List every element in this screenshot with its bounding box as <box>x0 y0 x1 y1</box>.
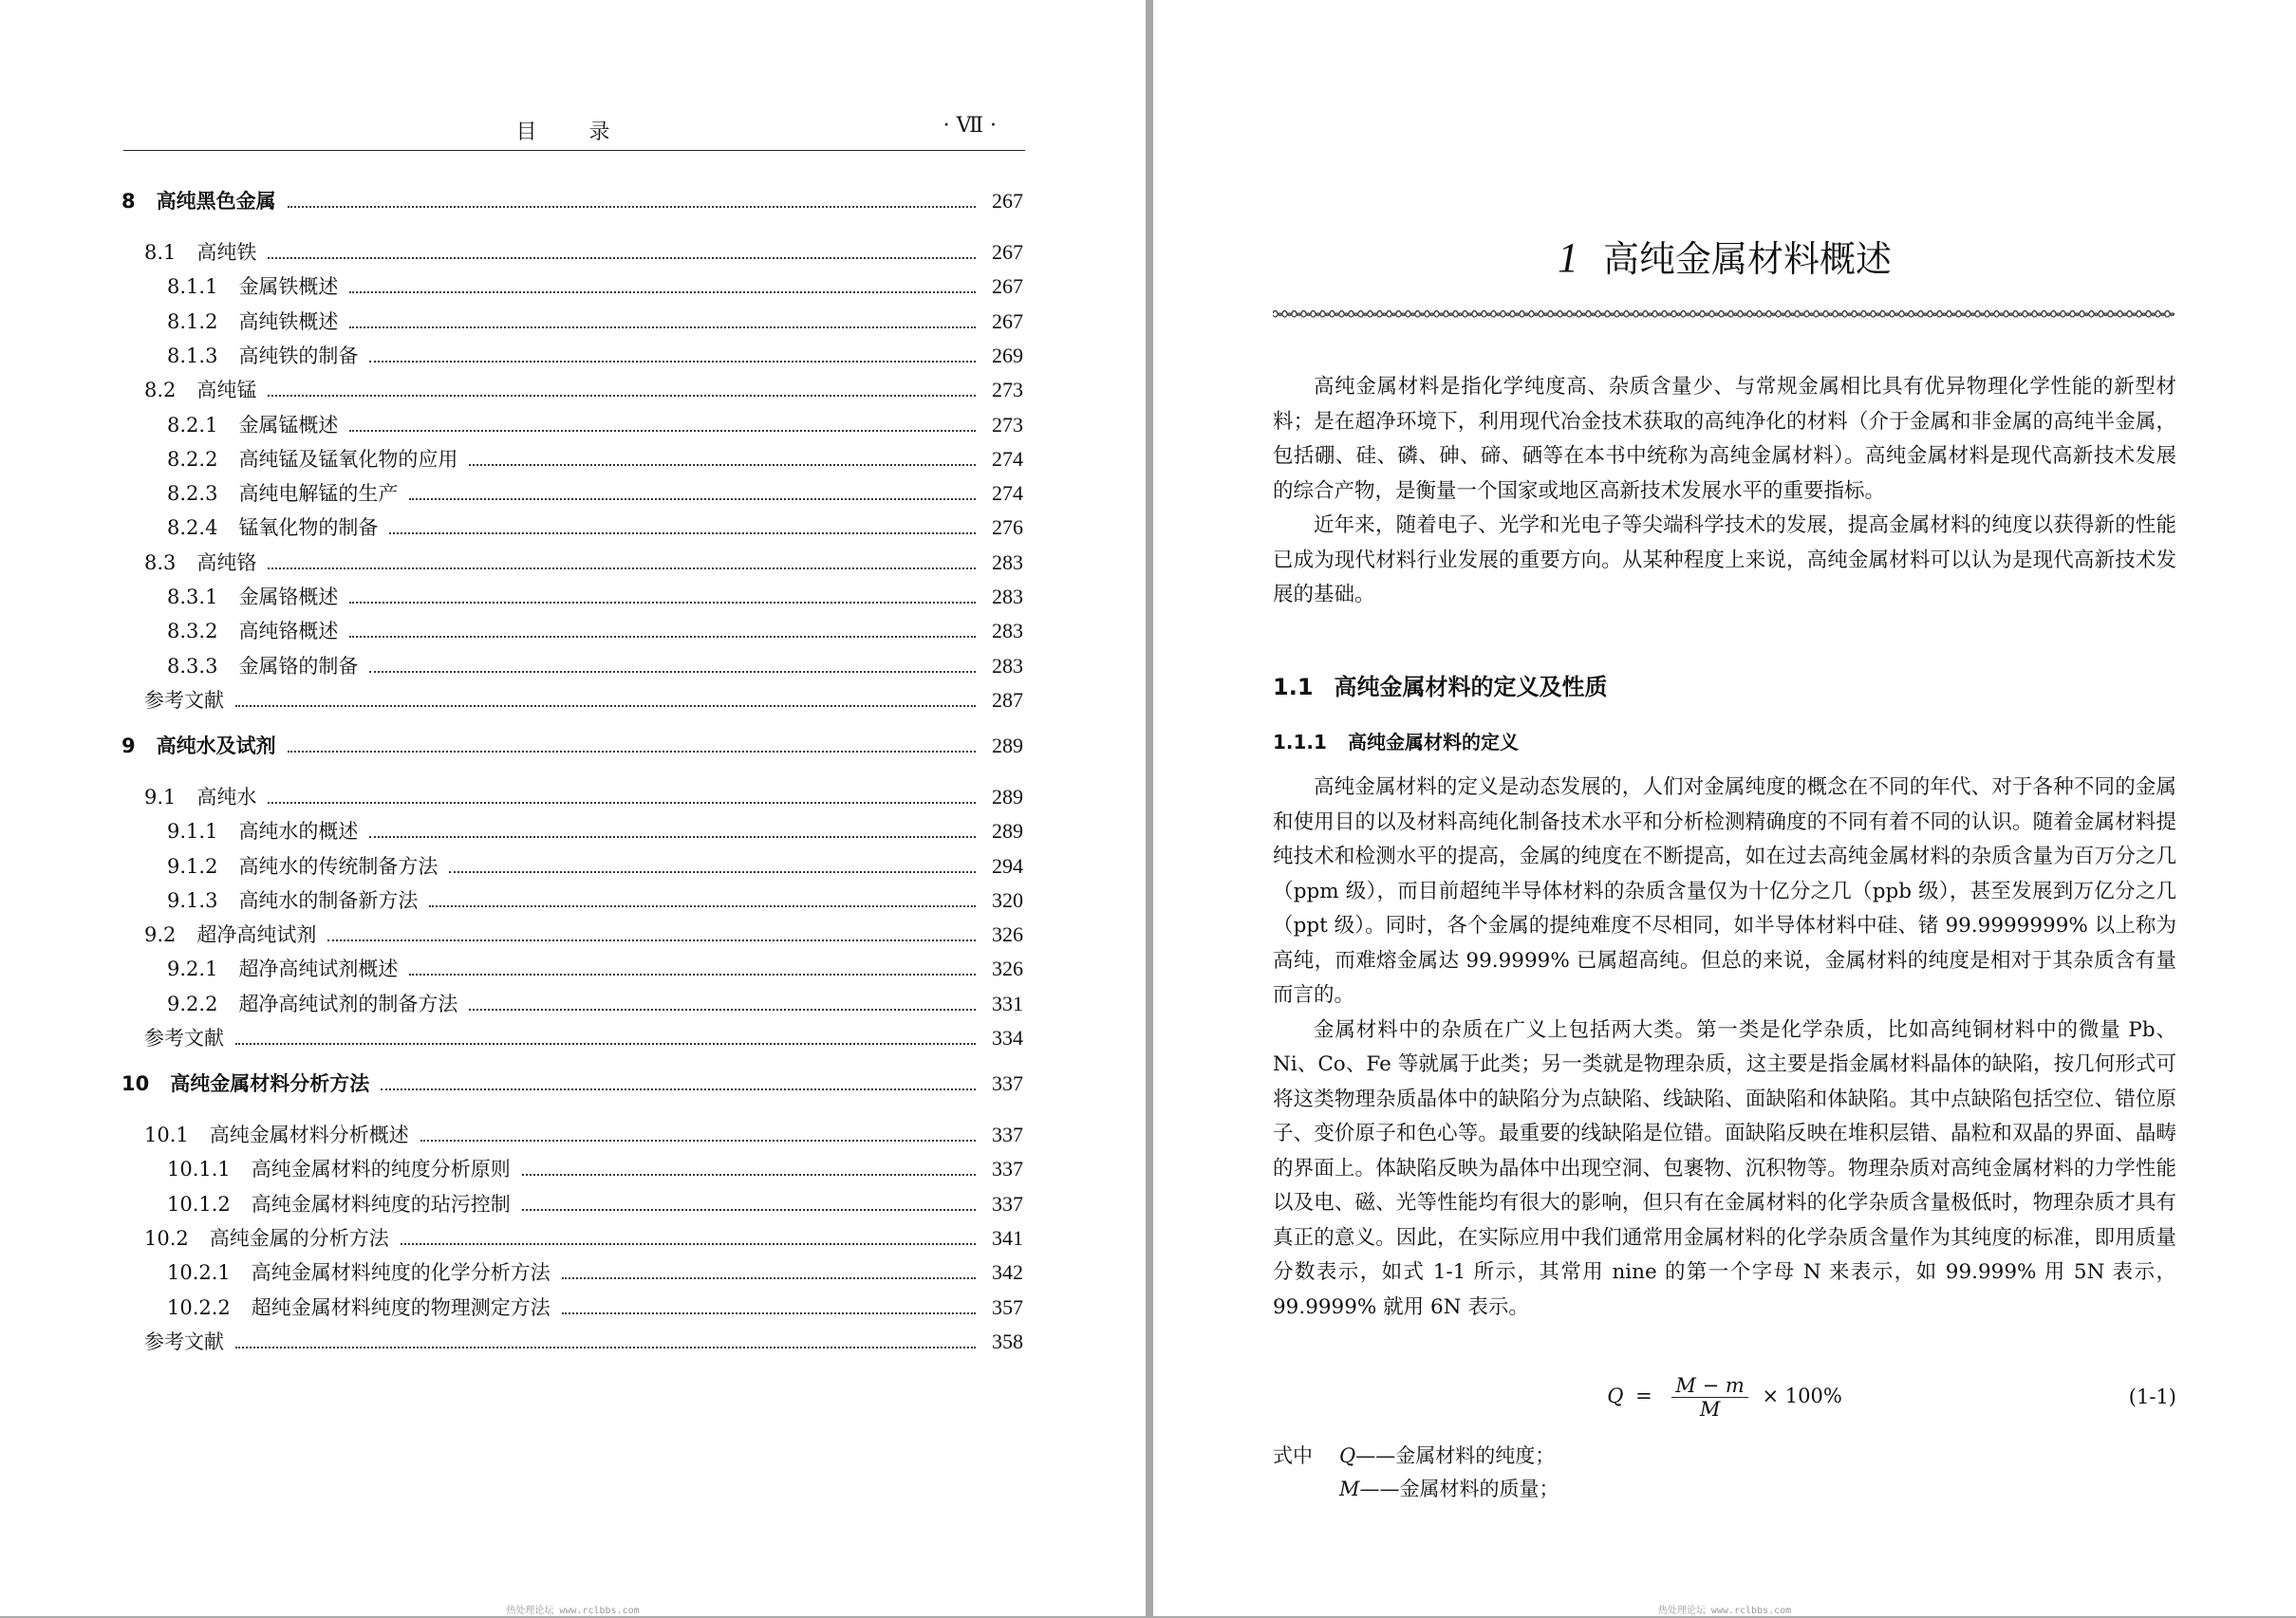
toc-title: 高纯黑色金属 <box>156 190 276 213</box>
toc-leader-dots <box>429 904 976 907</box>
toc-page-number: 289 <box>992 819 1023 844</box>
where-symbol: Q <box>1339 1444 1356 1467</box>
toc-leader-dots <box>349 601 976 604</box>
toc-leader-dots <box>268 567 976 569</box>
toc-leader-dots <box>349 635 976 638</box>
page-footer: 热处理论坛 www.rclbbs.com <box>506 1606 640 1616</box>
toc-page-number: 289 <box>992 784 1023 809</box>
toc-leader-dots <box>369 360 976 363</box>
toc-number: 10.1.1 <box>167 1158 231 1181</box>
toc-section-entry <box>121 1223 1023 1252</box>
section-number: 1.1 <box>1273 674 1314 700</box>
toc-number: 10.1.2 <box>167 1192 231 1216</box>
subsection-number: 1.1.1 <box>1273 731 1327 753</box>
page-number: · Ⅶ · <box>943 114 997 138</box>
toc-subsection-entry <box>121 478 1023 507</box>
toc-page-number: 337 <box>992 1157 1023 1181</box>
toc-subsection-entry <box>121 651 1023 679</box>
toc-title: 高纯金属材料纯度的化学分析方法 <box>251 1261 551 1285</box>
subsection-title: 高纯金属材料的定义 <box>1347 731 1519 753</box>
formula-equals: = <box>1635 1385 1652 1407</box>
toc-title: 高纯水的传统制备方法 <box>238 854 439 878</box>
toc-subsection-entry <box>121 954 1023 982</box>
toc-page-number: 273 <box>992 412 1023 437</box>
paragraph: 高纯金属材料的定义是动态发展的，人们对金属纯度的概念在不同的年代、对于各种不同的金属和使用目的以及材料高纯化制备技术水平和分析检测精确度的不同有着不同的认识。随着金属材料提纯技术和检测水平的提高，金属的纯度在不断提高，如在过去高纯金属材料的杂质含量为百万分之几（ppm 级），而目前超纯半导体材料的杂质含量仅为十亿分之几（ppb 级），甚至发展到万亿分之几（ppt 级）。同时，各个金属的提纯难度不尽相同，如半导体材料中硅、锗 99.9999999% 以上称为高纯，而难熔金属达 99.9999% 已属超高纯。但总的来说，金属材料的纯度是相对于其杂质含有量而言的。 <box>1273 775 2176 1007</box>
toc-number: 8.1.3 <box>167 344 218 367</box>
equation-1-1 <box>1273 1374 2176 1431</box>
toc-number: 8.1.2 <box>167 309 218 333</box>
toc-title: 高纯铁的制备 <box>238 344 359 367</box>
toc-title: 高纯水及试剂 <box>156 734 276 757</box>
body-text <box>1273 771 2176 1325</box>
right-page <box>1153 0 2296 1616</box>
formula-denominator: M <box>1699 1398 1721 1421</box>
toc-page-number: 283 <box>992 619 1023 643</box>
toc-number: 8.2.1 <box>167 413 218 437</box>
formula-lhs: Q <box>1607 1385 1624 1407</box>
toc-title: 高纯水的制备新方法 <box>238 888 419 912</box>
toc-subsection-entry <box>121 512 1023 541</box>
toc-number: 8.3.2 <box>167 620 218 643</box>
toc-leader-dots <box>349 290 976 293</box>
toc-subsection-entry <box>121 1293 1023 1321</box>
toc-title: 参考文献 <box>144 1027 224 1050</box>
toc-number: 8.2 <box>144 379 177 402</box>
where-prefix: 式中 <box>1273 1444 1313 1467</box>
toc-chapter-entry <box>121 1069 1023 1097</box>
page-footer: 热处理论坛 www.rclbbs.com <box>1657 1606 1792 1616</box>
toc-leader-dots <box>409 973 976 976</box>
toc-leader-dots <box>268 801 976 804</box>
section-heading <box>1273 668 1608 701</box>
where-line-m <box>1273 1474 1559 1502</box>
toc-page-number: 267 <box>992 240 1023 264</box>
toc-leader-dots <box>268 394 976 397</box>
toc-leader-dots <box>562 1276 976 1279</box>
toc-title: 高纯锰 <box>196 379 257 402</box>
toc-section-entry <box>121 1023 1023 1051</box>
toc-subsection-entry <box>121 582 1023 610</box>
toc-page-number: 342 <box>992 1260 1023 1285</box>
toc-number: 10.2.2 <box>167 1295 231 1319</box>
toc-section-entry <box>121 685 1023 714</box>
chapter-heading <box>1153 230 2296 282</box>
chapter-number: 1 <box>1557 234 1578 281</box>
toc-subsection-entry <box>121 271 1023 300</box>
toc-number: 9 <box>121 734 136 757</box>
intro-text <box>1273 370 2176 613</box>
toc-page-number: 326 <box>992 922 1023 947</box>
toc-page-number: 358 <box>992 1329 1023 1353</box>
toc-leader-dots <box>268 256 976 259</box>
where-symbol: M <box>1339 1478 1360 1500</box>
toc-number: 9.1.1 <box>167 820 218 844</box>
toc-title: 超净高纯试剂概述 <box>238 958 399 981</box>
toc-section-entry <box>121 375 1023 403</box>
toc-title: 高纯金属材料分析方法 <box>170 1072 370 1095</box>
toc-number: 9.1.2 <box>167 854 218 878</box>
toc-number: 8.1.1 <box>167 275 218 299</box>
formula-numerator: M − m <box>1671 1374 1747 1398</box>
toc-number: 8.2.4 <box>167 516 218 540</box>
toc-page-number: 326 <box>992 957 1023 981</box>
toc-title: 参考文献 <box>144 1330 224 1353</box>
toc-page-number: 269 <box>992 343 1023 367</box>
chapter-title: 高纯金属材料概述 <box>1602 238 1892 280</box>
toc-leader-dots <box>288 205 976 208</box>
toc-page-number: 274 <box>992 481 1023 506</box>
toc-number: 8.3 <box>144 550 177 574</box>
toc-page-number: 320 <box>992 887 1023 912</box>
toc-number: 8.3.1 <box>167 586 218 608</box>
toc-number: 9.2 <box>144 923 177 947</box>
toc-leader-dots <box>369 670 976 673</box>
toc-leader-dots <box>449 870 976 873</box>
toc-page-number: 294 <box>992 853 1023 878</box>
toc-page-number: 274 <box>992 446 1023 471</box>
toc-title: 高纯铬概述 <box>238 620 339 643</box>
toc-title: 超纯金属材料纯度的物理测定方法 <box>251 1295 551 1319</box>
toc-number: 8.2.3 <box>167 482 218 506</box>
toc-title: 高纯水的概述 <box>238 820 359 844</box>
toc-page-number: 289 <box>992 733 1023 757</box>
toc-number: 10.2.1 <box>167 1261 231 1285</box>
toc-title: 高纯金属材料的纯度分析原则 <box>251 1158 511 1181</box>
toc-title: 高纯锰及锰氧化物的应用 <box>238 447 458 471</box>
toc-page-number: 287 <box>992 687 1023 712</box>
paragraph: 高纯金属材料是指化学纯度高、杂质含量少、与常规金属相比具有优异物理化学性能的新型材料；是在超净环境下，利用现代冶金技术获取的高纯净化的材料（介于金属和非金属的高纯半金属，包括硼、硅、磷、砷、碲、硒等在本书中统称为高纯金属材料）。高纯金属材料是现代高新技术发展的综合产物，是衡量一个国家或地区高新技术发展水平的重要指标。 <box>1273 375 2176 503</box>
toc-number: 8.3.3 <box>167 654 218 678</box>
toc-title: 金属铁概述 <box>238 275 339 299</box>
paragraph: 金属材料中的杂质在广义上包括两大类。第一类是化学杂质，比如高纯铜材料中的微量 Pb、Ni、Co、Fe 等就属于此类；另一类就是物理杂质，这主要是指金属材料晶体的缺陷，按几何形式可将这类物理杂质晶体中的缺陷分为点缺陷、线缺陷、面缺陷和体缺陷。其中点缺陷包括空位、错位原子、变价原子和色心等。最重要的线缺陷是位错。面缺陷反映在堆积层错、晶粒和双晶的界面、晶畴的界面上。体缺陷反映为晶体中出现空洞、包裹物、沉积物等。物理杂质对高纯金属材料的力学性能以及电、磁、光等性能均有很大的影响，但只有在金属材料的化学杂质含量极低时，物理杂质才具有真正的意义。因此，在实际应用中我们通常用金属材料的化学杂质含量作为其纯度的标准，即用质量分数表示，如式 1-1 所示，其常用 nine 的第一个字母 N 来表示，如 99.999% 用 5N 表示，99.9999% 就用 6N 表示。 <box>1273 1017 2176 1319</box>
toc-leader-dots <box>349 429 976 432</box>
toc-subsection-entry <box>121 616 1023 644</box>
toc-leader-dots <box>522 1208 976 1211</box>
toc-page-number: 267 <box>992 274 1023 299</box>
toc-page-number: 341 <box>992 1225 1023 1250</box>
toc-leader-dots <box>401 1242 976 1245</box>
toc-leader-dots <box>235 1042 976 1045</box>
toc-page-number: 357 <box>992 1294 1023 1319</box>
toc-section-entry <box>121 1327 1023 1355</box>
toc-page-number: 334 <box>992 1026 1023 1050</box>
toc-subsection-entry <box>121 816 1023 845</box>
toc-title: 高纯金属材料分析概述 <box>209 1124 409 1146</box>
toc-chapter-entry <box>121 186 1023 214</box>
toc-leader-dots <box>349 325 976 328</box>
toc-title: 高纯金属材料纯度的玷污控制 <box>251 1192 511 1216</box>
toc-subsection-entry <box>121 851 1023 880</box>
toc-title: 金属铬概述 <box>238 586 339 608</box>
toc-number: 10.1 <box>144 1124 189 1146</box>
equation-label: (1-1) <box>2128 1386 2176 1408</box>
toc-leader-dots <box>409 497 976 500</box>
toc-page-number: 337 <box>992 1191 1023 1216</box>
toc-title: 高纯电解锰的生产 <box>238 482 399 506</box>
where-line-q <box>1273 1441 1555 1469</box>
where-desc: ——金属材料的纯度； <box>1355 1444 1556 1467</box>
toc-number: 8.1 <box>144 241 177 264</box>
toc-page-number: 283 <box>992 653 1023 678</box>
toc-subsection-entry <box>121 989 1023 1017</box>
toc-leader-dots <box>327 939 976 941</box>
toc-page-number: 337 <box>992 1123 1023 1146</box>
toc-section-entry <box>121 548 1023 576</box>
toc-leader-dots <box>469 1008 976 1011</box>
toc-page-number: 273 <box>992 378 1023 402</box>
toc-title: 高纯铁 <box>196 241 257 264</box>
toc-page-number: 331 <box>992 991 1023 1015</box>
toc-page-number: 267 <box>992 308 1023 333</box>
toc-number: 9.2.2 <box>167 992 218 1015</box>
toc-leader-dots <box>389 531 976 534</box>
toc-leader-dots <box>381 1088 976 1090</box>
toc-leader-dots <box>562 1311 976 1314</box>
subsection-heading <box>1273 727 1519 754</box>
toc-title: 高纯水 <box>196 785 257 809</box>
toc-leader-dots <box>235 1346 976 1348</box>
toc-subsection-entry <box>121 1189 1023 1218</box>
toc-page-number: 337 <box>992 1071 1023 1095</box>
toc-title: 高纯铁概述 <box>238 309 339 333</box>
toc-page-number: 267 <box>992 189 1023 213</box>
toc-subsection-entry <box>121 1257 1023 1286</box>
toc-page-number: 283 <box>992 585 1023 608</box>
toc-title: 高纯金属的分析方法 <box>209 1226 389 1250</box>
left-page <box>0 0 1146 1616</box>
toc-page-number: 283 <box>992 549 1023 574</box>
toc-number: 9.2.1 <box>167 958 218 981</box>
toc-title: 金属铬的制备 <box>238 654 359 678</box>
toc-title: 超净高纯试剂的制备方法 <box>238 992 458 1015</box>
toc-number: 8.2.2 <box>167 447 218 471</box>
toc-subsection-entry <box>121 1154 1023 1182</box>
running-title: 目 录 <box>515 121 633 144</box>
toc-title: 超净高纯试剂 <box>196 923 317 947</box>
toc-number: 10 <box>121 1072 150 1095</box>
toc-subsection-entry <box>121 885 1023 914</box>
toc-subsection-entry <box>121 307 1023 335</box>
toc-section-entry <box>121 237 1023 266</box>
toc-number: 8 <box>121 190 136 213</box>
toc-leader-dots <box>288 750 976 753</box>
formula-fraction <box>1671 1374 1747 1421</box>
toc-title: 高纯铬 <box>196 550 257 574</box>
toc-leader-dots <box>235 704 976 707</box>
toc-subsection-entry <box>121 444 1023 473</box>
where-desc: ——金属材料的质量； <box>1359 1478 1559 1500</box>
toc-title: 金属锰概述 <box>238 413 339 437</box>
section-title: 高纯金属材料的定义及性质 <box>1334 674 1608 700</box>
toc-title: 锰氧化物的制备 <box>238 516 379 540</box>
toc-number: 9.1 <box>144 785 177 809</box>
toc-number: 10.2 <box>144 1226 189 1250</box>
toc-title: 参考文献 <box>144 688 224 712</box>
paragraph: 近年来，随着电子、光学和光电子等尖端科学技术的发展，提高金属材料的纯度以获得新的性能已成为现代材料行业发展的重要方向。从某种程度上来说，高纯金属材料可以认为是现代高新技术发展的基础。 <box>1273 513 2176 606</box>
toc-leader-dots <box>469 463 976 466</box>
toc-page-number: 276 <box>992 515 1023 540</box>
toc-section-entry <box>121 920 1023 948</box>
formula-tail: × 100% <box>1762 1385 1842 1407</box>
running-header <box>123 116 1025 151</box>
toc-section-entry <box>121 1120 1023 1148</box>
toc-leader-dots <box>369 835 976 838</box>
toc-number: 9.1.3 <box>167 888 218 912</box>
toc-leader-dots <box>522 1173 976 1176</box>
toc-chapter-entry <box>121 731 1023 759</box>
decorative-wave-rule <box>1273 307 2175 319</box>
toc-subsection-entry <box>121 341 1023 369</box>
toc-section-entry <box>121 782 1023 810</box>
toc-leader-dots <box>420 1139 976 1142</box>
toc-subsection-entry <box>121 410 1023 438</box>
